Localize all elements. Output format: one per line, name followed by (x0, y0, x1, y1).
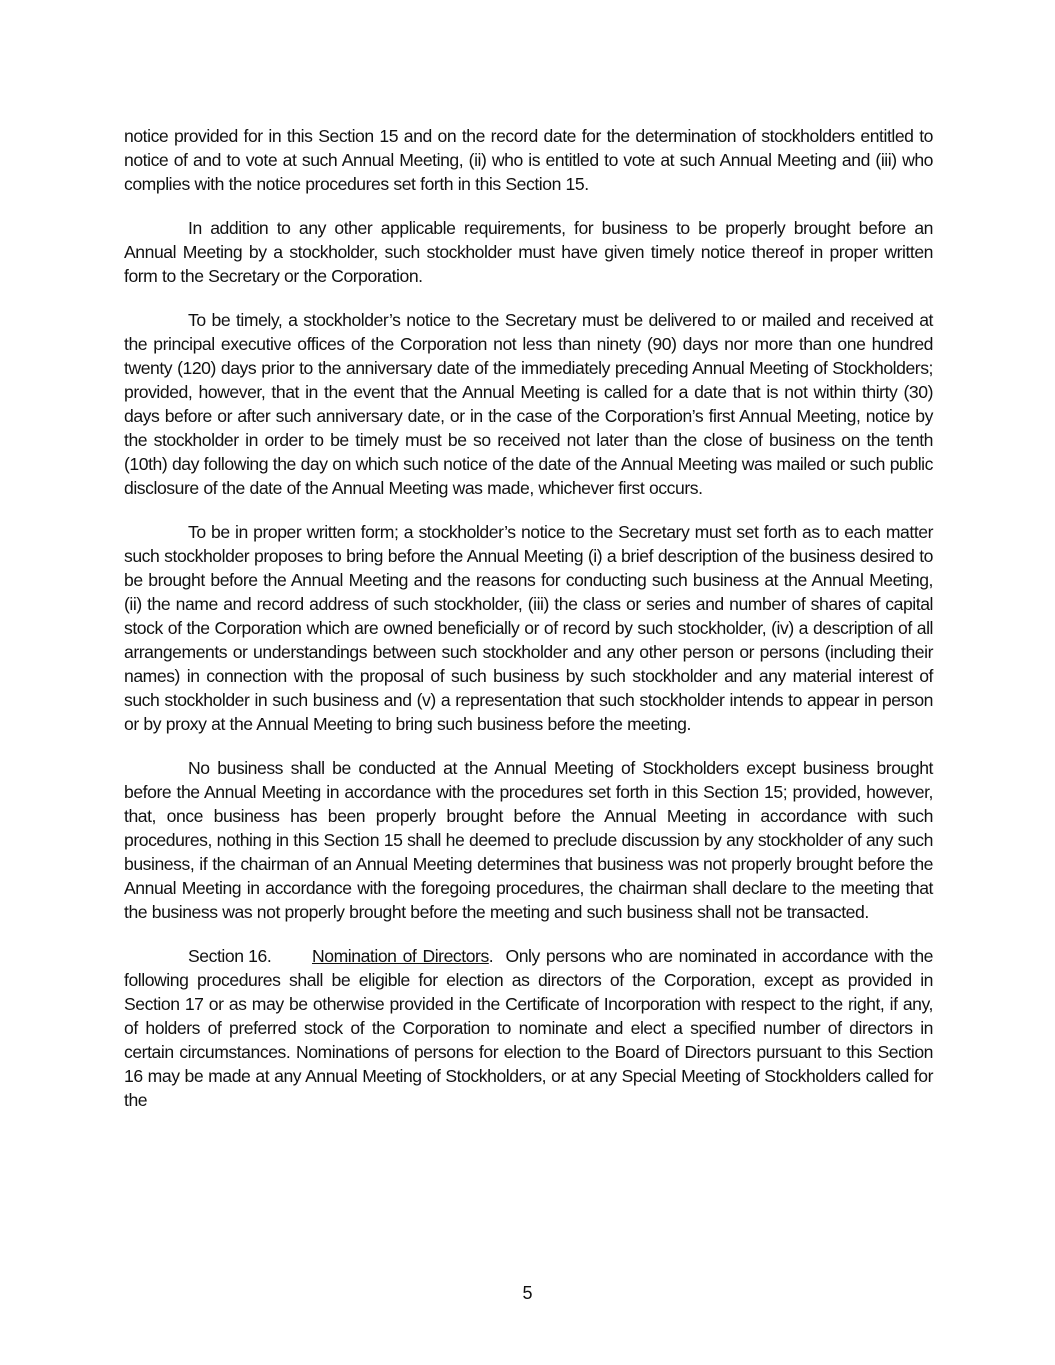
paragraph-notice-requirement: In addition to any other applicable requirements, for business to be properly brought before an Annual Meeting by a stockholder, such stockholder must have given timely notice thereof in proper written form to the Secretary or the Corporation. (124, 218, 933, 286)
paragraph-timeliness: To be timely, a stockholder’s notice to the Secretary must be delivered to or mailed and received at the principal executive offices of the Corporation not less than ninety (90) days nor more than one hundred twenty (120) days prior to the anniversary date of the immediately preceding Annual Meeting of Stockholders; provided, however, that in the event that the Annual Meeting is called for a date that is not within thirty (30) days before or after such anniversary date, or in the case of the Corporation’s first Annual Meeting, notice by the stockholder in order to be timely must be so received not later than the close of business on the tenth (10th) day following the day on which such notice of the date of the Annual Meeting was mailed or such public disclosure of the date of the Annual Meeting was made, whichever first occurs. (124, 310, 933, 498)
section-16-text: Only persons who are nominated in accordance with the following procedures shall be eligible for election as directors of the Corporation, except as provided in Section 17 or as may be otherwise provided in the Certificate of Incorporation with respect to the right, if any, of holders of preferred stock of the Corporation to nominate and elect a specified number of directors in certain circumstances. Nominations of persons for election to the Board of Directors pursuant to this Section 16 may be made at any Annual Meeting of Stockholders, or at any Special Meeting of Stockholders called for the (124, 946, 934, 1110)
section-title-period: . (488, 946, 494, 966)
paragraph-no-business: No business shall be conducted at the Annual Meeting of Stockholders except business brought before the Annual Meeting in accordance with the procedures set forth in this Section 15; provided, however, that, once business has been properly brought before the Annual Meeting in accordance with such procedures, nothing in this Section 15 shall he deemed to preclude discussion by any stockholder of any such business, if the chairman of an Annual Meeting determines that business was not properly brought before the Annual Meeting in accordance with the foregoing procedures, the chairman shall declare to the meeting that the business was not properly brought before the meeting and such business shall not be transacted. (124, 758, 933, 922)
paragraph-section-16 (124, 944, 933, 1112)
paragraph-continuation: notice provided for in this Section 15 and on the record date for the determination of stockholders entitled to notice of and to vote at such Annual Meeting, (ii) who is entitled to vote at such Annual Meeting and (iii) who complies with the notice procedures set forth in this Section 15. (124, 126, 933, 194)
document-body (124, 124, 933, 1132)
page-number: 5 (522, 1283, 533, 1303)
section-number: Section 16. (188, 946, 272, 966)
paragraph-written-form: To be in proper written form; a stockholder’s notice to the Secretary must set forth as to each matter such stockholder proposes to bring before the Annual Meeting (i) a brief description of the business desired to be brought before the Annual Meeting and the reasons for conducting such business at the Annual Meeting, (ii) the name and record address of such stockholder, (iii) the class or series and number of shares of capital stock of the Corporation which are owned beneficially or of record by such stockholder, (iv) a description of all arrangements or understandings between such stockholder and any other person or persons (including their names) in connection with the proposal of such business by such stockholder and any material interest of such stockholder in such business and (v) a representation that such stockholder intends to appear in person or by proxy at the Annual Meeting to bring such business before the meeting. (124, 522, 933, 734)
section-title: Nomination of Directors (312, 946, 489, 966)
